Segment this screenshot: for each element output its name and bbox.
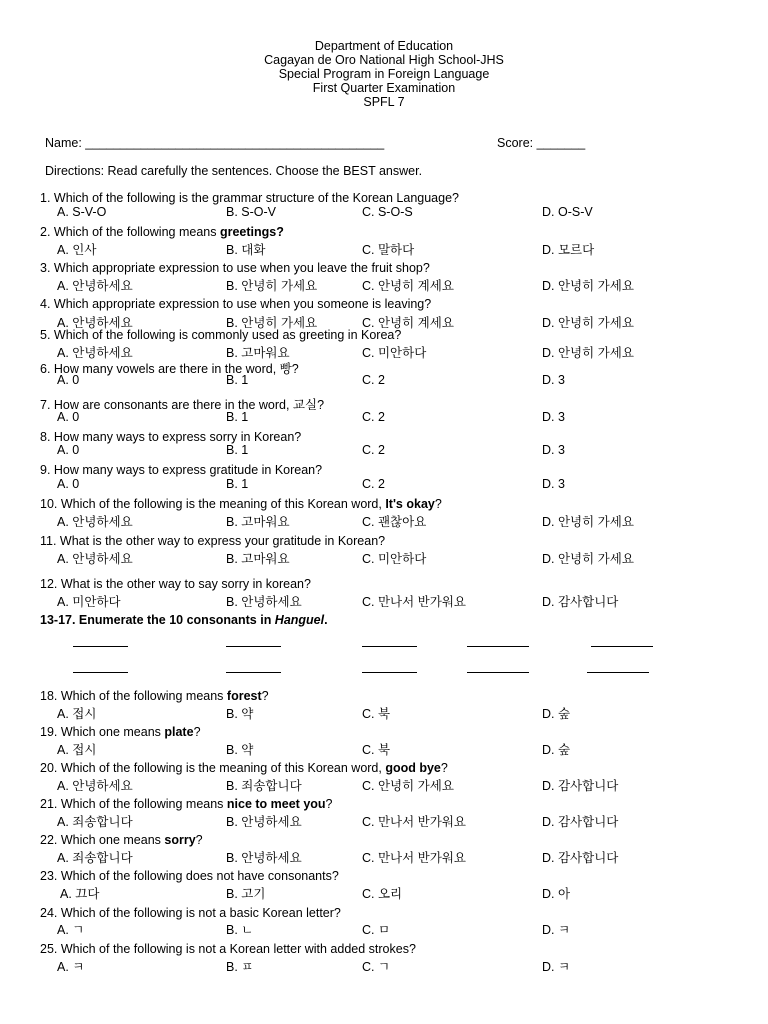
q23-option-a: A. 끄다 xyxy=(60,887,100,901)
header-exam: First Quarter Examination xyxy=(312,81,456,95)
q9-option-c: C. 2 xyxy=(362,477,385,491)
q1-option-b: B. S-O-V xyxy=(226,205,277,219)
q3-option-b: B. 안녕히 가세요 xyxy=(226,279,318,293)
q6-option-b: B. 1 xyxy=(226,373,249,387)
q12-option-a: A. 미안하다 xyxy=(57,595,121,609)
q19-option-b: B. 약 xyxy=(226,743,254,757)
q7-option-c: C. 2 xyxy=(362,410,385,424)
q20-option-b: B. 죄송합니다 xyxy=(226,779,302,793)
q23-option-c: C. 오리 xyxy=(362,887,403,901)
question-1: 1. Which of the following is the grammar structure of the Korean Language? xyxy=(40,191,459,205)
q5-option-b: B. 고마워요 xyxy=(226,346,290,360)
q4-option-b: B. 안녕히 가세요 xyxy=(226,316,318,330)
q24-option-a: A. ㄱ xyxy=(57,923,85,937)
q23-option-d: D. 아 xyxy=(542,887,571,901)
q2-option-d: D. 모르다 xyxy=(542,243,595,257)
q8-option-a: A. 0 xyxy=(57,443,80,457)
q24-option-b: B. ㄴ xyxy=(226,923,254,937)
q22-option-a: A. 죄송합니다 xyxy=(57,851,133,865)
q7-option-b: B. 1 xyxy=(226,410,249,424)
q21-option-d: D. 감사합니다 xyxy=(542,815,619,829)
answer-blank[interactable] xyxy=(73,646,128,647)
question-2: 2. Which of the following means greetings? xyxy=(40,225,284,239)
q20-option-d: D. 감사합니다 xyxy=(542,779,619,793)
q9-option-b: B. 1 xyxy=(226,477,249,491)
score-field: Score: _______ xyxy=(497,136,586,150)
answer-blank[interactable] xyxy=(591,646,653,647)
q21-option-c: C. 만나서 반가워요 xyxy=(362,815,466,829)
question-25: 25. Which of the following is not a Korean letter with added strokes? xyxy=(40,942,416,956)
q4-option-d: D. 안녕히 가세요 xyxy=(542,316,634,330)
header-school: Cagayan de Oro National High School-JHS xyxy=(264,53,504,67)
q12-option-c: C. 만나서 반가워요 xyxy=(362,595,466,609)
question-7: 7. How are consonants are there in the word, 교실? xyxy=(40,398,325,412)
directions: Directions: Read carefully the sentences. Choose the BEST answer. xyxy=(45,164,423,178)
question-12: 12. What is the other way to say sorry in korean? xyxy=(40,577,311,591)
q5-option-a: A. 안녕하세요 xyxy=(57,346,133,360)
q4-option-c: C. 안녕히 계세요 xyxy=(362,316,454,330)
q6-option-c: C. 2 xyxy=(362,373,385,387)
q9-option-a: A. 0 xyxy=(57,477,80,491)
q10-option-c: C. 괜찮아요 xyxy=(362,515,427,529)
question-23: 23. Which of the following does not have consonants? xyxy=(40,869,339,883)
q24-option-c: C. ㅁ xyxy=(362,923,391,937)
question-3: 3. Which appropriate expression to use when you leave the fruit shop? xyxy=(40,261,430,275)
q11-option-a: A. 안녕하세요 xyxy=(57,552,133,566)
q1-option-d: D. O-S-V xyxy=(542,205,593,219)
q18-option-d: D. 숲 xyxy=(542,707,571,721)
q10-option-d: D. 안녕히 가세요 xyxy=(542,515,634,529)
q2-option-c: C. 말하다 xyxy=(362,243,415,257)
question-19: 19. Which one means plate? xyxy=(40,725,201,739)
question-6: 6. How many vowels are there in the word, 빵? xyxy=(40,362,299,376)
answer-blank[interactable] xyxy=(467,672,529,673)
q25-option-c: C. ㄱ xyxy=(362,960,391,974)
answer-blank[interactable] xyxy=(587,672,649,673)
q6-option-a: A. 0 xyxy=(57,373,80,387)
question-9: 9. How many ways to express gratitude in Korean? xyxy=(40,463,323,477)
q22-option-d: D. 감사합니다 xyxy=(542,851,619,865)
q24-option-d: D. ㅋ xyxy=(542,923,571,937)
q22-option-b: B. 안녕하세요 xyxy=(226,851,302,865)
question-11: 11. What is the other way to express your gratitude in Korean? xyxy=(40,534,386,548)
q8-option-d: D. 3 xyxy=(542,443,565,457)
q18-option-c: C. 북 xyxy=(362,707,391,721)
q10-option-a: A. 안녕하세요 xyxy=(57,515,133,529)
answer-blank[interactable] xyxy=(362,672,417,673)
q3-option-c: C. 안녕히 계세요 xyxy=(362,279,454,293)
q5-option-d: D. 안녕히 가세요 xyxy=(542,346,634,360)
q25-option-b: B. ㅍ xyxy=(226,960,254,974)
q23-option-b: B. 고기 xyxy=(226,887,266,901)
q9-option-d: D. 3 xyxy=(542,477,565,491)
question-20: 20. Which of the following is the meaning of this Korean word, good bye? xyxy=(40,761,448,775)
answer-blank[interactable] xyxy=(73,672,128,673)
header-department: Department of Education xyxy=(314,39,454,53)
q18-option-a: A. 접시 xyxy=(57,707,97,721)
header-program: Special Program in Foreign Language xyxy=(278,67,490,81)
q8-option-c: C. 2 xyxy=(362,443,385,457)
q18-option-b: B. 약 xyxy=(226,707,254,721)
answer-blank[interactable] xyxy=(226,646,281,647)
q7-option-d: D. 3 xyxy=(542,410,565,424)
header-subject: SPFL 7 xyxy=(363,95,405,109)
q7-option-a: A. 0 xyxy=(57,410,80,424)
q2-option-b: B. 대화 xyxy=(226,243,266,257)
answer-blank[interactable] xyxy=(362,646,417,647)
q20-option-a: A. 안녕하세요 xyxy=(57,779,133,793)
q12-option-d: D. 감사합니다 xyxy=(542,595,619,609)
question-13-17: 13-17. Enumerate the 10 consonants in Hanguel. xyxy=(40,613,328,627)
q11-option-c: C. 미안하다 xyxy=(362,552,427,566)
q1-option-a: A. S-V-O xyxy=(57,205,107,219)
q4-option-a: A. 안녕하세요 xyxy=(57,316,133,330)
name-field: Name: ___________________________________________ xyxy=(45,136,385,150)
q12-option-b: B. 안녕하세요 xyxy=(226,595,302,609)
q11-option-b: B. 고마워요 xyxy=(226,552,290,566)
question-4: 4. Which appropriate expression to use when you someone is leaving? xyxy=(40,297,432,311)
answer-blank[interactable] xyxy=(467,646,529,647)
q19-option-a: A. 접시 xyxy=(57,743,97,757)
q11-option-d: D. 안녕히 가세요 xyxy=(542,552,634,566)
q3-option-a: A. 안녕하세요 xyxy=(57,279,133,293)
question-10: 10. Which of the following is the meaning of this Korean word, It's okay? xyxy=(40,497,442,511)
q5-option-c: C. 미안하다 xyxy=(362,346,427,360)
q2-option-a: A. 인사 xyxy=(57,243,97,257)
q25-option-a: A. ㅋ xyxy=(57,960,85,974)
q25-option-d: D. ㅋ xyxy=(542,960,571,974)
q19-option-c: C. 북 xyxy=(362,743,391,757)
question-5: 5. Which of the following is commonly used as greeting in Korea? xyxy=(40,328,402,342)
q22-option-c: C. 만나서 반가워요 xyxy=(362,851,466,865)
q6-option-d: D. 3 xyxy=(542,373,565,387)
question-22: 22. Which one means sorry? xyxy=(40,833,203,847)
q10-option-b: B. 고마워요 xyxy=(226,515,290,529)
q3-option-d: D. 안녕히 가세요 xyxy=(542,279,634,293)
question-24: 24. Which of the following is not a basic Korean letter? xyxy=(40,906,341,920)
question-18: 18. Which of the following means forest? xyxy=(40,689,269,703)
q20-option-c: C. 안녕히 가세요 xyxy=(362,779,454,793)
q8-option-b: B. 1 xyxy=(226,443,249,457)
q19-option-d: D. 숲 xyxy=(542,743,571,757)
q21-option-a: A. 죄송합니다 xyxy=(57,815,133,829)
q1-option-c: C. S-O-S xyxy=(362,205,413,219)
question-8: 8. How many ways to express sorry in Korean? xyxy=(40,430,302,444)
answer-blank[interactable] xyxy=(226,672,281,673)
question-21: 21. Which of the following means nice to meet you? xyxy=(40,797,333,811)
q21-option-b: B. 안녕하세요 xyxy=(226,815,302,829)
